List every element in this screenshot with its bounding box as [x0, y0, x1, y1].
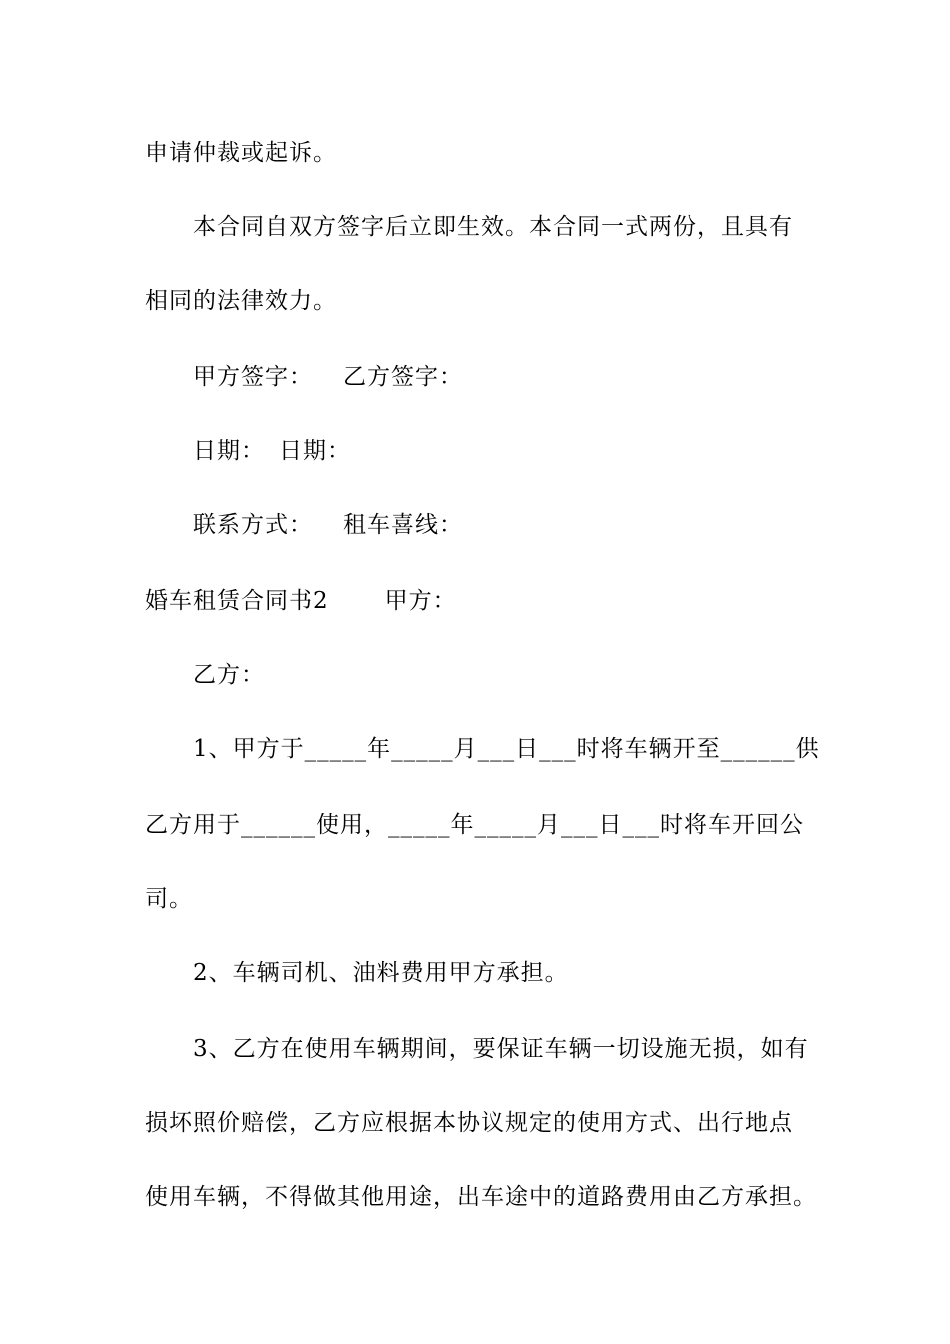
contact-label: 联系方式：: [193, 512, 313, 538]
clause-line: 2、车辆司机、油料费用甲方承担。: [193, 960, 569, 986]
date-b-label: 日期：: [279, 438, 351, 464]
clause-line: 损坏照价赔偿，乙方应根据本协议规定的使用方式、出行地点: [145, 1110, 793, 1136]
signature-row: [193, 362, 463, 392]
clause-line: 1、甲方于_____年_____月___日___时将车辆开至______供: [193, 736, 820, 762]
party-b-label: 乙方：: [193, 662, 265, 688]
paragraph-line: 申请仲裁或起诉。: [145, 140, 337, 166]
contact-row: [193, 510, 463, 540]
clause-line: 司。: [145, 886, 193, 912]
clause-line: 使用车辆，不得做其他用途，出车途中的道路费用由乙方承担。: [145, 1184, 817, 1210]
date-row: [193, 436, 351, 466]
party-a-sign-label: 甲方签字：: [193, 364, 313, 390]
party-b-sign-label: 乙方签字：: [343, 364, 463, 390]
date-a-label: 日期：: [193, 438, 265, 464]
contract-title-row: [145, 586, 457, 616]
party-a-label: 甲方：: [384, 588, 457, 614]
paragraph-line: 相同的法律效力。: [145, 288, 337, 314]
paragraph-line: 本合同自双方签字后立即生效。本合同一式两份，且具有: [193, 214, 793, 240]
clause-line: 3、乙方在使用车辆期间，要保证车辆一切设施无损，如有: [193, 1036, 809, 1062]
clause-line: 乙方用于______使用，_____年_____月___日___时将车开回公: [145, 812, 804, 838]
hotline-label: 租车喜线：: [343, 512, 463, 538]
contract-title: 婚车租赁合同书2: [145, 588, 329, 614]
